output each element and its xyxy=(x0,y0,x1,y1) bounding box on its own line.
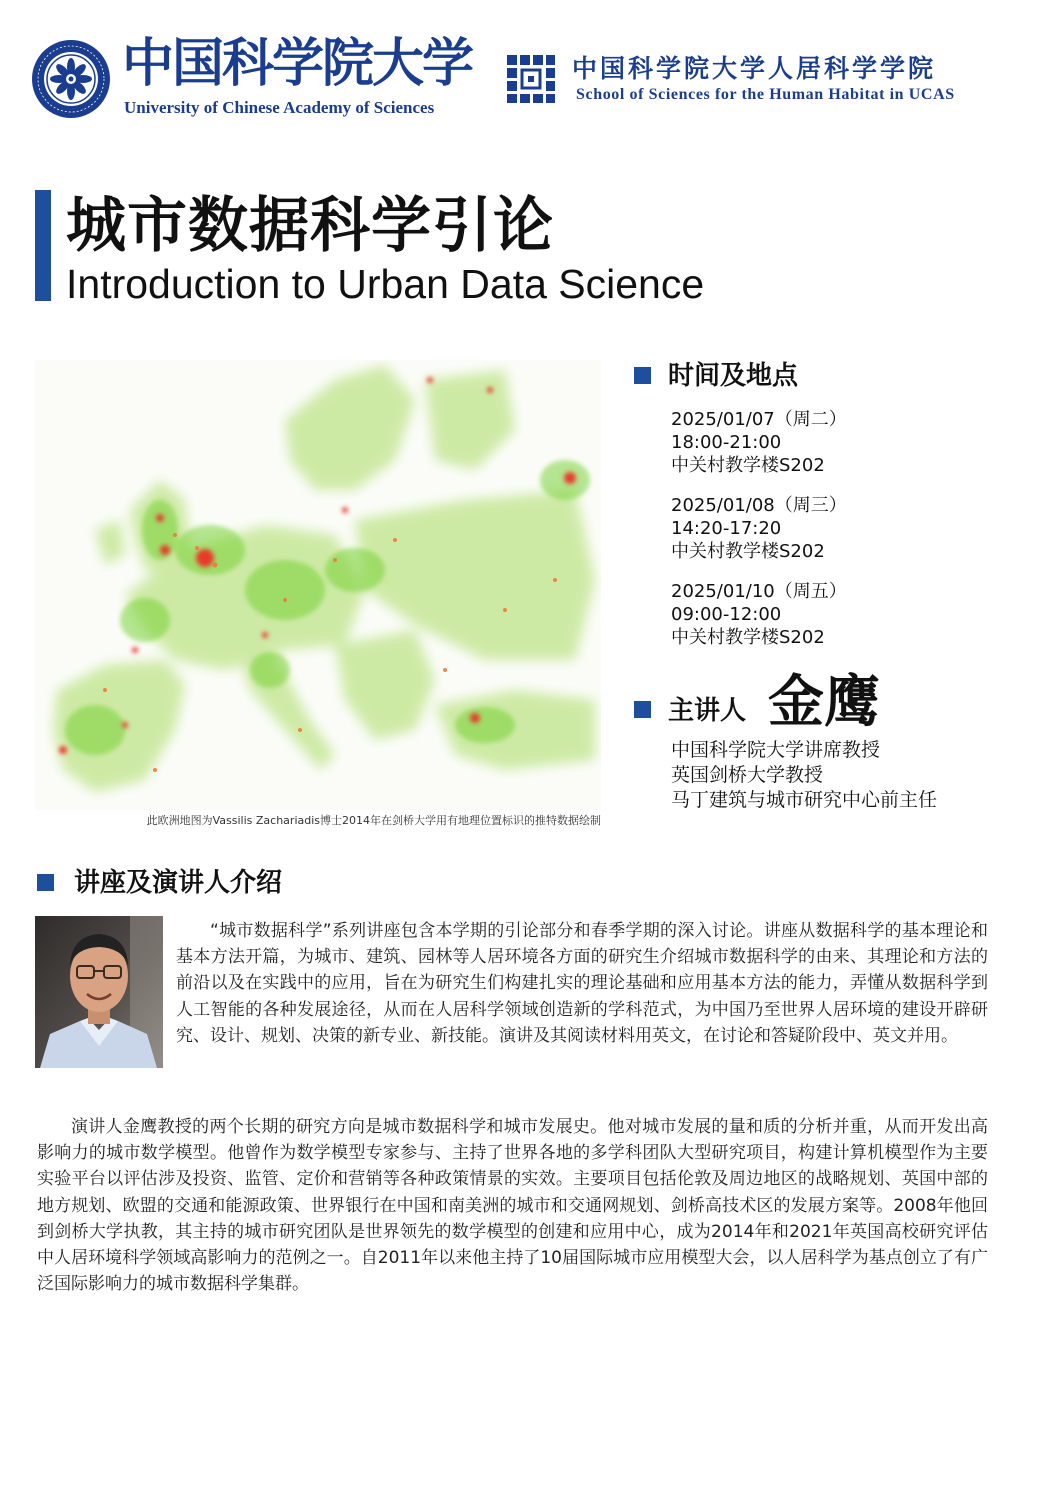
school-name-en: School of Sciences for the Human Habitat in UCAS xyxy=(576,86,955,103)
session-location: 中关村教学楼S202 xyxy=(671,541,825,562)
speaker-title: 马丁建筑与城市研究中心前主任 xyxy=(671,789,938,811)
speaker-label: 主讲人 xyxy=(668,696,747,726)
ucas-seal-logo xyxy=(30,38,112,120)
school-grid-logo xyxy=(507,55,555,103)
session-time: 09:00-12:00 xyxy=(671,604,782,625)
session-time: 14:20-17:20 xyxy=(671,518,782,539)
section-marker-square xyxy=(634,367,651,384)
ucas-name-cn: 中国科学院大学 xyxy=(122,33,473,94)
section-marker-square xyxy=(634,701,651,718)
speaker-bio-paragraph: 演讲人金鹰教授的两个长期的研究方向是城市数据科学和城市发展史。他对城市发展的量和质的分析并重，从而开发出高影响力的城市数学模型。他曾作为数学模型专家参与、主持了世界各地的多学科团队大型研究项目，构建计算机模型作为主要实验平台以评估涉及投资、监管、定价和营销等各种政策情景的实效。主要项目包括伦敦及周边地区的战略规划、英国中部的地方规划、欧盟的交通和能源政策、世界银行在中国和南美洲的城市和交通网规划、剑桥高技术区的发展方案等。2008年他回到剑桥大学执教，其主持的城市研究团队是世界领先的数学模型的创建和应用中心，成为2014年和2021年英国高校研究评估中人居环境科学领域高影响力的范例之一。自2011年以来他主持了10届国际城市应用模型大会，以人居科学为基点创立了有广泛国际影响力的城市数据科学集群。 xyxy=(37,1117,988,1295)
speaker-name: 金鹰 xyxy=(768,670,880,735)
intro-heading: 讲座及演讲人介绍 xyxy=(74,868,283,898)
europe-twitter-density-map xyxy=(35,360,601,810)
ucas-name-en: University of Chinese Academy of Sciences xyxy=(124,98,435,117)
session-date: 2025/01/08（周三） xyxy=(671,495,847,516)
schedule-heading: 时间及地点 xyxy=(668,361,799,391)
section-marker-square xyxy=(37,874,54,891)
speaker-photo xyxy=(35,916,163,1068)
session-date: 2025/01/07（周二） xyxy=(671,409,847,430)
map-caption: 此欧洲地图为Vassilis Zachariadis博士2014年在剑桥大学用有地理位置标识的推特数据绘制 xyxy=(146,814,601,827)
intro-paragraph: “城市数据科学”系列讲座包含本学期的引论部分和春季学期的深入讨论。讲座从数据科学的基本理论和基本方法开篇，为城市、建筑、园林等人居环境各方面的研究生介绍城市数据科学的由来、其理论和方法的前沿以及在实践中的应用，旨在为研究生们构建扎实的理论基础和应用基本方法的能力，弄懂从数据科学到人工智能的各种发展途径，从而在人居科学领域创造新的学科范式，为中国乃至世界人居环境的建设开辟研究、设计、规划、决策的新专业、新技能。演讲及其阅读材料用英文，在讨论和答疑阶段中、英文并用。 xyxy=(176,921,988,1046)
session-date: 2025/01/10（周五） xyxy=(671,581,847,602)
speaker-title: 中国科学院大学讲席教授 xyxy=(671,739,881,761)
title-accent-bar xyxy=(35,190,51,301)
course-title-cn: 城市数据科学引论 xyxy=(66,191,554,261)
session-location: 中关村教学楼S202 xyxy=(671,627,825,648)
speaker-title: 英国剑桥大学教授 xyxy=(671,764,824,786)
session-time: 18:00-21:00 xyxy=(671,432,782,453)
school-name-cn: 中国科学院大学人居科学学院 xyxy=(572,54,937,83)
session-location: 中关村教学楼S202 xyxy=(671,455,825,476)
course-title-en: Introduction to Urban Data Science xyxy=(66,261,705,307)
